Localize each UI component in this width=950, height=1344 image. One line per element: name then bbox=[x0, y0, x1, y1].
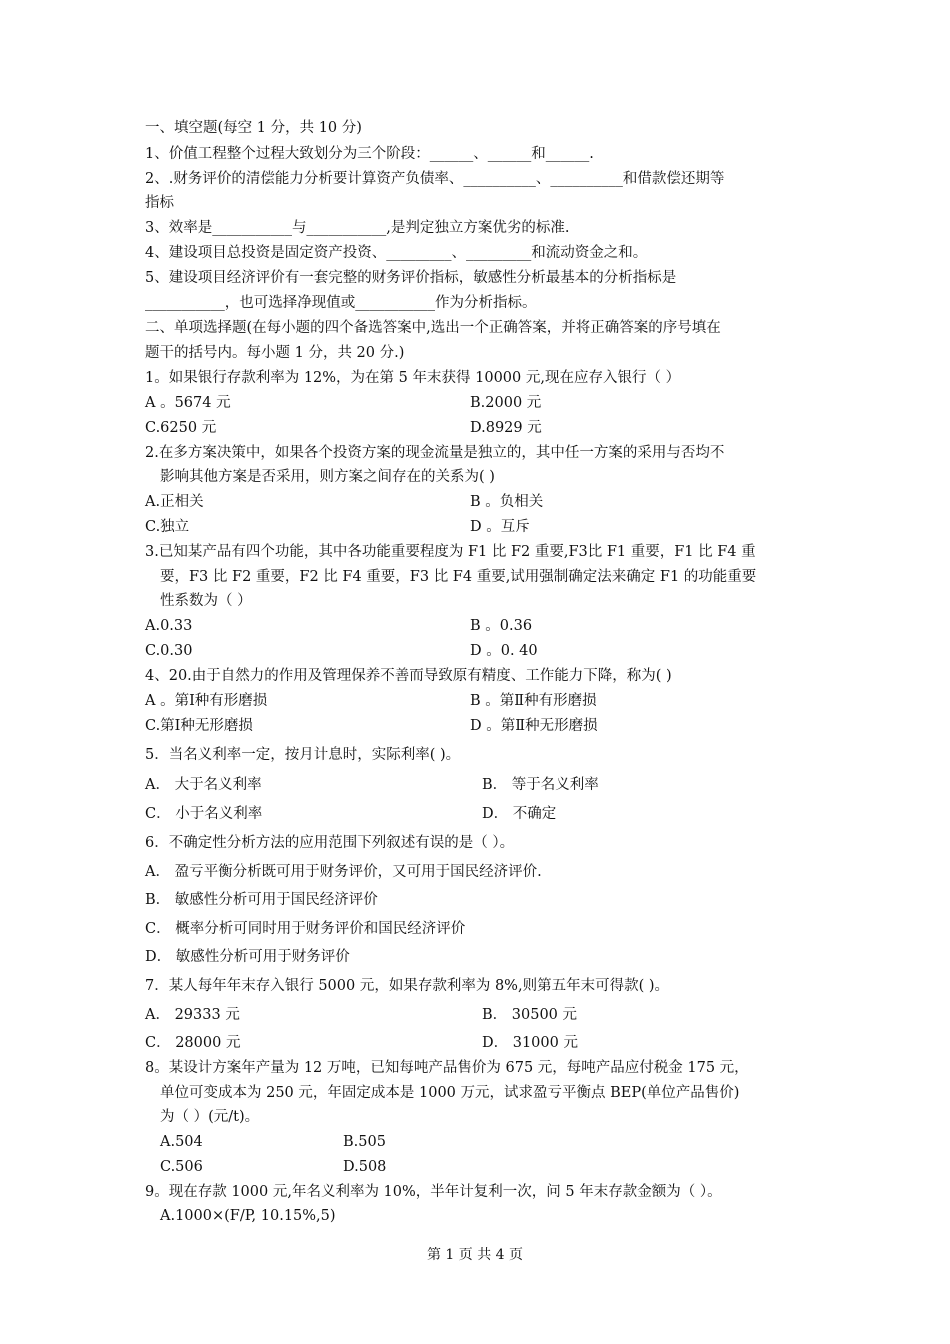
option-a: A.1000×(F/P, 10.15%,5) bbox=[160, 1208, 336, 1224]
mc-question-6: 6．不确定性分析方法的应用范围下列叙述有误的是（ ）。 bbox=[145, 835, 515, 851]
mc-question-5: 5．当名义利率一定，按月计息时，实际利率( )。 bbox=[145, 747, 461, 763]
option-a: A.0.33 bbox=[145, 618, 193, 634]
option-b: B． 等于名义利率 bbox=[482, 777, 599, 793]
option-a: A 。第Ⅰ种有形磨损 bbox=[145, 693, 268, 709]
option-b: B 。负相关 bbox=[470, 494, 544, 510]
option-c: C.6250 元 bbox=[145, 420, 217, 436]
fill-question-1: 1、价值工程整个过程大致划分为三个阶段：______、______和______. bbox=[145, 146, 594, 162]
fill-question-3: 3、效率是___________与___________,是判定独立方案优劣的标准. bbox=[145, 220, 570, 236]
fill-question-4: 4、建设项目总投资是固定资产投资、_________、_________和流动资金之和。 bbox=[145, 245, 648, 261]
mc-question-7: 7．某人每年年末存入银行 5000 元，如果存款利率为 8%,则第五年末可得款( )。 bbox=[145, 978, 669, 994]
mc-question-3-cont: 要，F3 比 F2 重要，F2 比 F4 重要，F3 比 F4 重要,试用强制确定法来确定 F1 的功能重要 bbox=[160, 569, 757, 585]
mc-question-8-cont2: 为（ ）(元/t)。 bbox=[160, 1109, 260, 1125]
option-d: D． 敏感性分析可用于财务评价 bbox=[145, 949, 350, 965]
option-b: B． 30500 元 bbox=[482, 1007, 578, 1023]
section1-title: 一、填空题(每空 1 分，共 10 分) bbox=[145, 120, 362, 136]
option-d: D.508 bbox=[343, 1159, 387, 1175]
mc-question-2-cont: 影响其他方案是否采用，则方案之间存在的关系为( ) bbox=[160, 469, 495, 485]
option-b: B． 敏感性分析可用于国民经济评价 bbox=[145, 892, 378, 908]
option-b: B.2000 元 bbox=[470, 395, 542, 411]
option-d: D 。0. 40 bbox=[470, 643, 538, 659]
fill-question-5: 5、建设项目经济评价有一套完整的财务评价指标，敏感性分析最基本的分析指标是 bbox=[145, 270, 677, 286]
mc-question-3-cont2: 性系数为（ ） bbox=[160, 593, 252, 609]
option-c: C． 小于名义利率 bbox=[145, 806, 263, 822]
mc-question-9: 9。现在存款 1000 元,年名义利率为 10%，半年计复利一次，问 5 年末存款金额为（ ）。 bbox=[145, 1184, 722, 1200]
fill-question-2-cont: 指标 bbox=[145, 195, 174, 211]
option-d: D 。互斥 bbox=[470, 519, 530, 535]
option-b: B 。第Ⅱ种有形磨损 bbox=[470, 693, 597, 709]
section2-title: 二、单项选择题(在每小题的四个备选答案中,选出一个正确答案，并将正确答案的序号填在 bbox=[145, 320, 721, 336]
section2-title-cont: 题干的括号内。每小题 1 分，共 20 分.) bbox=[145, 345, 405, 361]
option-a: A． 29333 元 bbox=[145, 1007, 240, 1023]
mc-question-2: 2.在多方案决策中，如果各个投资方案的现金流量是独立的，其中任一方案的采用与否均不 bbox=[145, 445, 725, 461]
option-a: A.504 bbox=[160, 1134, 203, 1150]
fill-question-5-cont: ___________，也可选择净现值或___________作为分析指标。 bbox=[145, 295, 537, 311]
fill-question-2: 2、.财务评价的清偿能力分析要计算资产负债率、__________、__________和借款偿还期等 bbox=[145, 171, 725, 187]
option-c: C.第Ⅰ种无形磨损 bbox=[145, 718, 253, 734]
option-c: C.独立 bbox=[145, 519, 190, 535]
mc-question-4: 4、20.由于自然力的作用及管理保养不善而导致原有精度、工作能力下降，称为( ) bbox=[145, 668, 672, 684]
option-d: D 。第Ⅱ种无形磨损 bbox=[470, 718, 598, 734]
option-c: C． 概率分析可同时用于财务评价和国民经济评价 bbox=[145, 921, 466, 937]
mc-question-3: 3.已知某产品有四个功能，其中各功能重要程度为 F1 比 F2 重要,F3比 F1 重要，F1 比 F4 重 bbox=[145, 544, 756, 560]
mc-question-8-cont: 单位可变成本为 250 元，年固定成本是 1000 万元，试求盈亏平衡点 BEP(单位产品售价) bbox=[160, 1085, 740, 1101]
option-c: C.506 bbox=[160, 1159, 203, 1175]
option-d: D． 31000 元 bbox=[482, 1035, 578, 1051]
option-a: A.正相关 bbox=[145, 494, 204, 510]
option-b: B.505 bbox=[343, 1134, 386, 1150]
option-d: D． 不确定 bbox=[482, 806, 557, 822]
mc-question-8: 8。某设计方案年产量为 12 万吨，已知每吨产品售价为 675 元，每吨产品应付税金 175 元， bbox=[145, 1060, 749, 1076]
option-c: C． 28000 元 bbox=[145, 1035, 241, 1051]
mc-question-1: 1。如果银行存款利率为 12%，为在第 5 年末获得 10000 元,现在应存入银行（ ） bbox=[145, 370, 681, 386]
option-b: B 。0.36 bbox=[470, 618, 533, 634]
option-a: A． 盈亏平衡分析既可用于财务评价，又可用于国民经济评价. bbox=[145, 864, 542, 880]
option-a: A 。5674 元 bbox=[145, 395, 231, 411]
page-number: 第 1 页 共 4 页 bbox=[426, 1247, 524, 1263]
option-c: C.0.30 bbox=[145, 643, 193, 659]
option-d: D.8929 元 bbox=[470, 420, 542, 436]
option-a: A． 大于名义利率 bbox=[145, 777, 262, 793]
